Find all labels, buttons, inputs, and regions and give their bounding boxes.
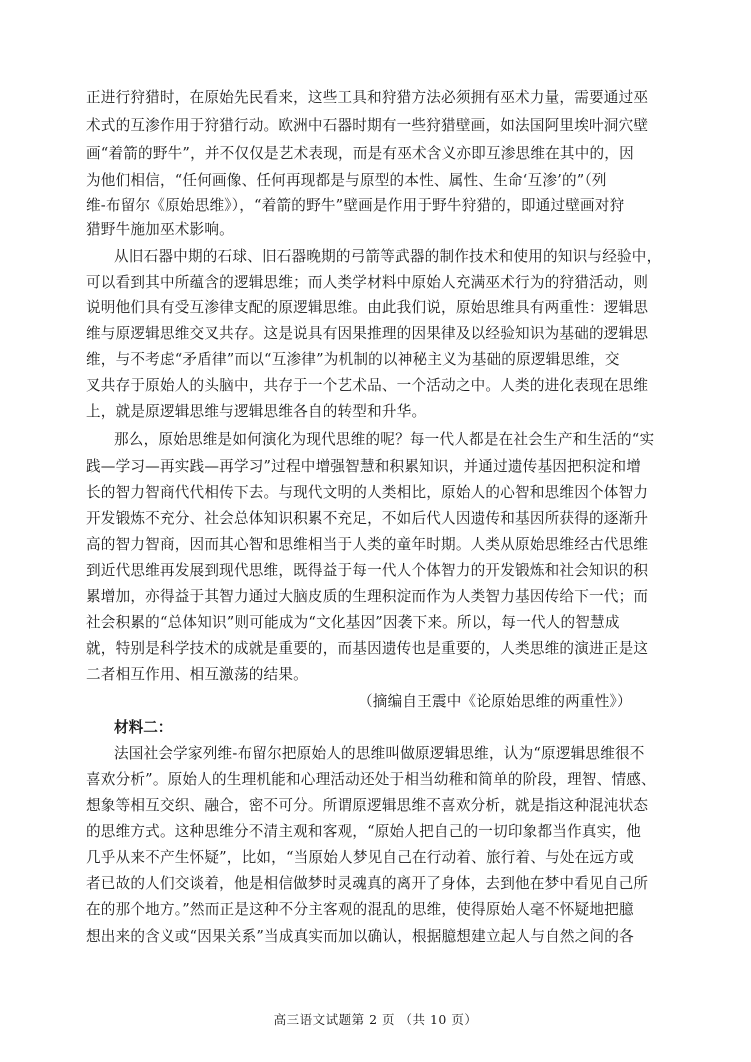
text-line: 从旧石器中期的石球、旧石器晚期的弓箭等武器的制作技术和使用的知识与经验中，: [114, 248, 662, 265]
text-line: 就，特别是科学技术的成就是重要的，而基因遗传也是重要的，人类思维的演进正是这: [86, 640, 649, 657]
text-line: 维与原逻辑思维交叉共存。这是说具有因果推理的因果律及以经验知识为基础的逻辑思: [86, 325, 649, 342]
text-line: 叉共存于原始人的头脑中，共存于一个艺术品、一个活动之中。人类的进化表现在思维: [86, 377, 649, 394]
text-line: 猎野牛施加巫术影响。: [86, 221, 234, 238]
page-footer: 高三语文试题第 2 页 （共 10 页）: [273, 1012, 478, 1027]
text-line: 几乎从来不产生怀疑”，比如，“当原始人梦见自己在行动着、旅行着、与处在远方或: [86, 849, 634, 866]
text-line: 想出来的含义或“因果关系”当成真实而加以确认，根据臆想建立起人与自然之间的各: [86, 928, 634, 945]
text-line: 累增加，亦得益于其智力通过大脑皮质的生理积淀而作为人类智力基因传给下一代；而: [86, 588, 649, 605]
text-line: 的思维方式。这种思维分不清主观和客观，“原始人把自己的一切印象都当作真实，他: [86, 823, 642, 840]
text-line: 践—学习—再实践—再学习”过程中增强智慧和积累知识，并通过遗传基因把积淀和增: [86, 458, 642, 475]
text-line: 喜欢分析”。原始人的生理机能和心理活动还处于相当幼稚和简单的阶段，理智、情感、: [86, 771, 656, 788]
source-citation: （摘编自王震中《论原始思维的两重性》）: [358, 693, 632, 710]
text-line: 想象等相互交织、融合，密不可分。所谓原逻辑思维不喜欢分析，就是指这种混沌状态: [86, 797, 649, 814]
text-line: 维-布留尔《原始思维》），“着箭的野牛”壁画是作用于野牛狩猎的，即通过壁画对狩: [86, 197, 625, 214]
text-line: 社会积累的“总体知识”则可能成为“文化基因”因袭下来。所以，每一代人的智慧成: [86, 614, 620, 631]
text-line: 画“着箭的野牛”，并不仅仅是艺术表现，而是有巫术含义亦即互渗思维在其中的，因: [86, 145, 634, 162]
text-line: 上，就是原逻辑思维与逻辑思维各自的转型和升华。: [86, 403, 427, 420]
text-line: 到近代思维再发展到现代思维，既得益于每一代人个体智力的开发锻炼和社会知识的积: [86, 562, 649, 579]
text-line: 高的智力智商，因而其心智和思维相当于人类的童年时期。人类从原始思维经古代思维: [86, 536, 649, 553]
section-heading: 材料二：: [114, 719, 173, 736]
text-line: 说明他们具有受互渗律支配的原逻辑思维。由此我们说，原始思维具有两重性：逻辑思: [86, 299, 649, 316]
text-line: 在的那个地方。”然而正是这种不分主客观的混乱的思维，使得原始人毫不怀疑地把臆: [86, 901, 634, 918]
text-line: 维，与不考虑“矛盾律”而以“互渗律”为机制的以神秘主义为基础的原逻辑思维，交: [86, 351, 620, 368]
text-line: 者已故的人们交谈着，他是相信做梦时灵魂真的离开了身体，去到他在梦中看见自己所: [86, 875, 649, 892]
text-line: 可以看到其中所蕴含的逻辑思维；而人类学材料中原始人充满巫术行为的狩猎活动，则: [86, 274, 649, 291]
text-line: 正进行狩猎时，在原始先民看来，这些工具和狩猎方法必须拥有巫术力量，需要通过巫: [86, 89, 649, 106]
text-line: 那么，原始思维是如何演化为现代思维的呢？每一代人都是在社会生产和生活的“实: [114, 431, 655, 448]
text-line: 术式的互渗作用于狩猎行动。欧洲中石器时期有一些狩猎壁画，如法国阿里埃叶洞穴壁: [86, 117, 649, 134]
text-line: 为他们相信，“任何画像、任何再现都是与原型的本性、属性、生命‘互渗’的”（列: [86, 172, 607, 189]
text-line: 法国社会学家列维-布留尔把原始人的思维叫做原逻辑思维，认为“原逻辑思维很不: [114, 745, 645, 762]
text-line: 长的智力智商代代相传下去。与现代文明的人类相比，原始人的心智和思维因个体智力: [86, 484, 649, 501]
text-line: 开发锻炼不充分、社会总体知识积累不充足，不如后代人因遗传和基因所获得的逐渐升: [86, 510, 649, 527]
text-line: 二者相互作用、相互激荡的结果。: [86, 666, 308, 683]
